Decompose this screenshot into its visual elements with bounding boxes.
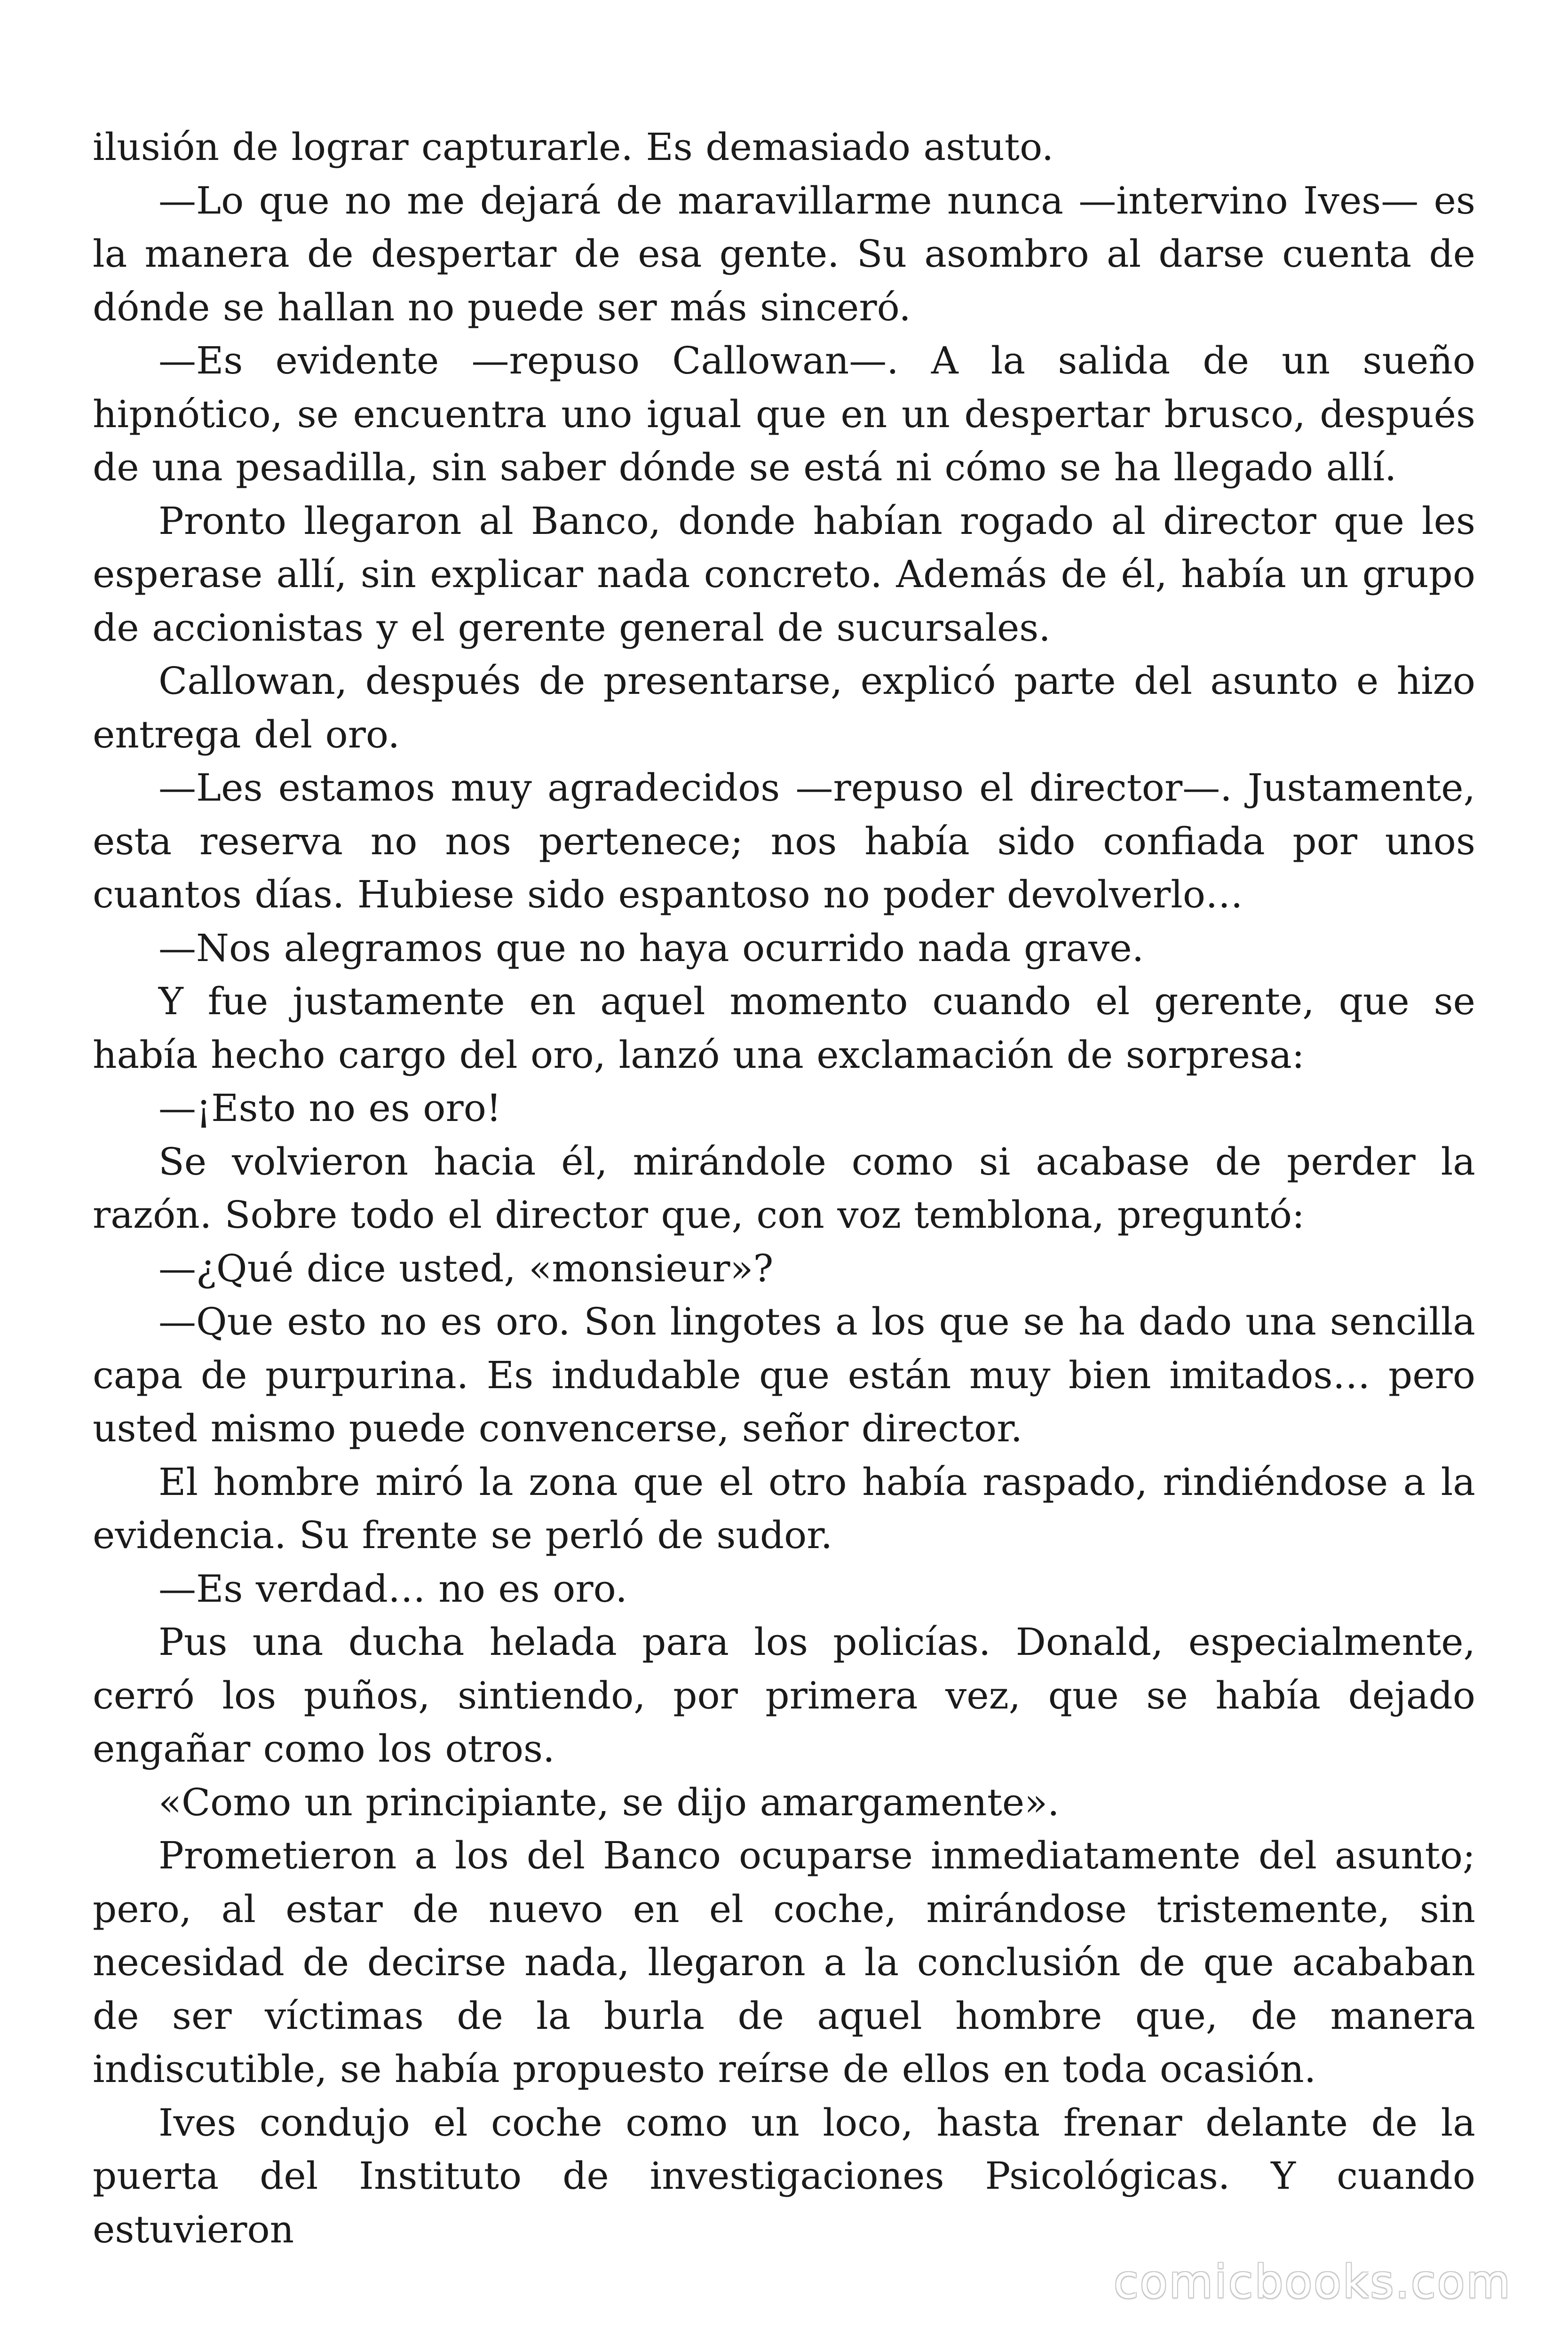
paragraph: ilusión de lograr capturarle. Es demasiado astuto. [93,125,1054,169]
paragraph: —Nos alegramos que no haya ocurrido nada grave. [158,926,1144,970]
paragraph: El hombre miró la zona que el otro había raspado, rindiéndose a la evidencia. Su frente se perló de sudor. [93,1460,1475,1557]
paragraph: —¿Qué dice usted, «monsieur»? [158,1246,774,1290]
paragraph: Pronto llegaron al Banco, donde habían rogado al director que les esperase allí, sin explicar nada concreto. Además de él, había un grupo de accionistas y el gerente general de sucursales. [93,499,1475,650]
watermark: comicbooks.com [1113,2256,1512,2308]
paragraph: Ives condujo el coche como un loco, hasta frenar delante de la puerta del Instituto de investigaciones Psicológicas. Y cuando estuvieron [93,2100,1475,2251]
paragraph: —¡Esto no es oro! [158,1086,502,1130]
paragraph: —Es verdad… no es oro. [158,1566,627,1611]
paragraph: —Que esto no es oro. Son lingotes a los que se ha dado una sencilla capa de purpurina. Es indudable que están muy bien imitados… pero usted mismo puede convencerse, señor director. [93,1300,1475,1450]
paragraph: —Es evidente —repuso Callowan—. A la salida de un sueño hipnótico, se encuentra uno igual que en un despertar brusco, después de una pesadilla, sin saber dónde se está ni cómo se ha llegado allí. [93,339,1475,489]
paragraph: Y fue justamente en aquel momento cuando el gerente, que se había hecho cargo del oro, lanzó una exclamación de sorpresa: [93,979,1475,1077]
paragraph: Prometieron a los del Banco ocuparse inmediatamente del asunto; pero, al estar de nuevo en el coche, mirándose tristemente, sin necesidad de decirse nada, llegaron a la conclusión de que acababan de ser víctimas de la burla de aquel hombre que, de manera indiscutible, se había propuesto reírse de ellos en toda ocasión. [93,1834,1475,2091]
paragraph: Callowan, después de presentarse, explicó parte del asunto e hizo entrega del oro. [93,659,1475,756]
page-body [93,120,1475,2256]
paragraph: «Como un principiante, se dijo amargamente». [158,1780,1060,1824]
paragraph: —Les estamos muy agradecidos —repuso el director—. Justamente, esta reserva no nos pertenece; nos había sido confiada por unos cuantos días. Hubiese sido espantoso no poder devolverlo… [93,766,1475,916]
paragraph: Pus una ducha helada para los policías. Donald, especialmente, cerró los puños, sintiendo, por primera vez, que se había dejado engañar como los otros. [93,1620,1475,1771]
paragraph: Se volvieron hacia él, mirándole como si acabase de perder la razón. Sobre todo el director que, con voz temblona, preguntó: [93,1139,1475,1237]
paragraph: —Lo que no me dejará de maravillarme nunca —intervino Ives— es la manera de despertar de esa gente. Su asombro al darse cuenta de dónde se hallan no puede ser más sinceró. [93,178,1475,329]
